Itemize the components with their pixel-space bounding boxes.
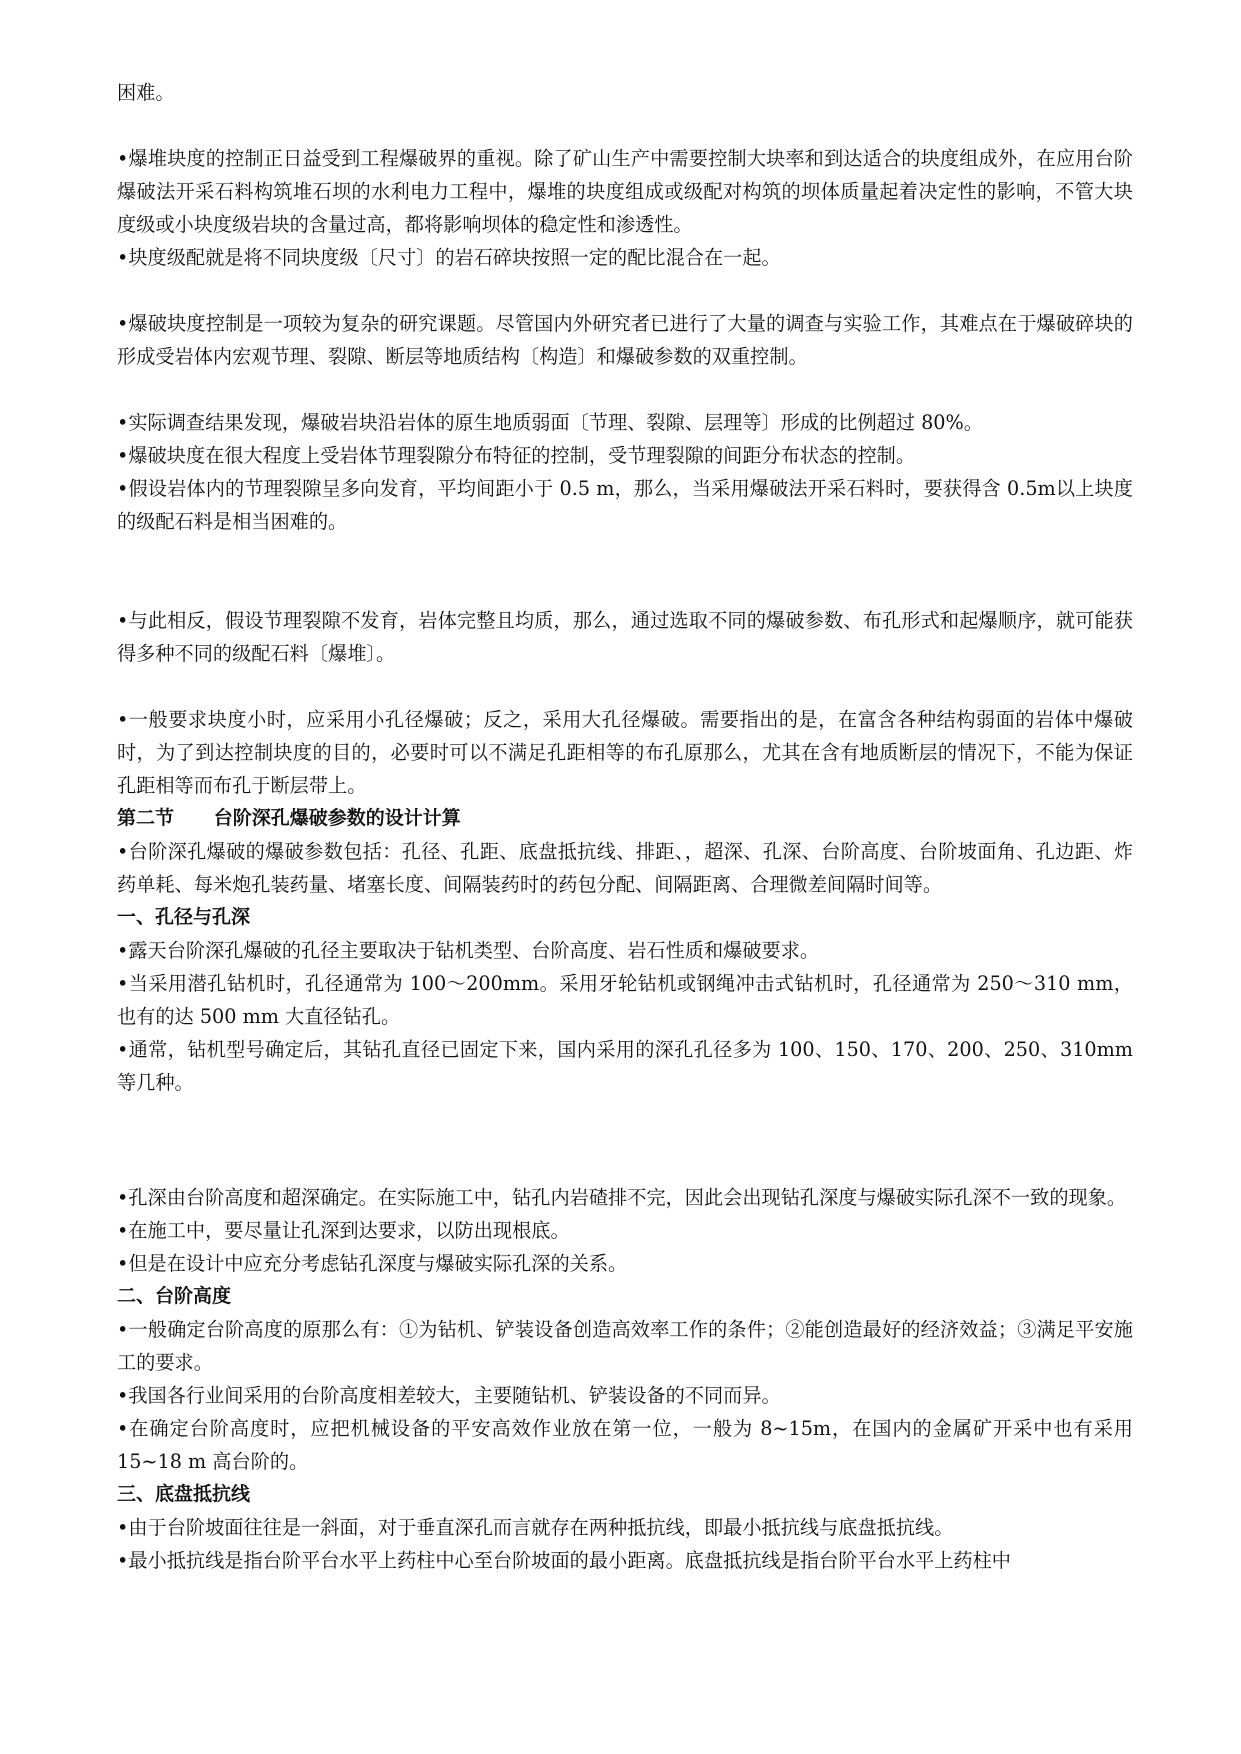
paragraph: •一般要求块度小时，应采用小孔径爆破；反之，采用大孔径爆破。需要指出的是，在富含各种结构弱面的岩体中爆破时，为了到达控制块度的目的，必要时可以不满足孔距相等的布孔原那么，尤其在含有地质断层的情况下，不能为保证孔距相等而布孔于断层带上。	[117, 708, 1133, 797]
subsection-heading: 二、台阶高度	[117, 1285, 232, 1307]
paragraph: •实际调查结果发现，爆破岩块沿岩体的原生地质弱面〔节理、裂隙、层理等〕形成的比例超过 80%。	[117, 411, 983, 434]
spacer	[117, 1165, 1133, 1181]
paragraph: •由于台阶坡面往往是一斜面，对于垂直深孔而言就存在两种抵抗线，即最小抵抗线与底盘抵抗线。	[117, 1516, 954, 1539]
paragraph: •爆堆块度的控制正日益受到工程爆破界的重视。除了矿山生产中需要控制大块率和到达适合的块度组成外，在应用台阶爆破法开采石料构筑堆石坝的水利电力工程中，爆堆的块度组成或级配对构筑的坝体质量起着决定性的影响，不管大块度级或小块度级岩块的含量过高，都将影响坝体的稳定性和渗透性。	[117, 147, 1133, 236]
paragraph: •在确定台阶高度时，应把机械设备的平安高效作业放在第一位，一般为 8~15m，在国内的金属矿开采中也有采用 15~18 m 高台阶的。	[117, 1417, 1133, 1473]
paragraph: •爆破块度控制是一项较为复杂的研究课题。尽管国内外研究者已进行了大量的调查与实验工作，其难点在于爆破碎块的形成受岩体内宏观节理、裂隙、断层等地质结构〔构造〕和爆破参数的双重控制。	[117, 312, 1133, 368]
paragraph: •当采用潜孔钻机时，孔径通常为 100～200mm。采用牙轮钻机或钢绳冲击式钻机时，孔径通常为 250～310 mm，也有的达 500 mm 大直径钻孔。	[117, 972, 1133, 1028]
paragraph: •最小抵抗线是指台阶平台水平上药柱中心至台阶坡面的最小距离。底盘抵抗线是指台阶平台水平上药柱中	[117, 1549, 1011, 1572]
spacer	[117, 1099, 1133, 1165]
paragraph: •孔深由台阶高度和超深确定。在实际施工中，钻孔内岩碴排不完，因此会出现钻孔深度与爆破实际孔深不一致的现象。	[117, 1186, 1127, 1209]
paragraph: •块度级配就是将不同块度级〔尺寸〕的岩石碎块按照一定的配比混合在一起。	[117, 246, 781, 269]
paragraph: •一般确定台阶高度的原那么有：①为钻机、铲装设备创造高效率工作的条件；②能创造最好的经济效益；③满足平安施工的要求。	[117, 1318, 1133, 1374]
paragraph: •但是在设计中应充分考虑钻孔深度与爆破实际孔深的关系。	[117, 1252, 628, 1275]
paragraph: •与此相反，假设节理裂隙不发育，岩体完整且均质，那么，通过选取不同的爆破参数、布孔形式和起爆顺序，就可能获得多种不同的级配石料〔爆堆〕。	[117, 609, 1133, 665]
subsection-heading: 三、底盘抵抗线	[117, 1483, 251, 1505]
paragraph: •我国各行业间采用的台阶高度相差较大，主要随钻机、铲装设备的不同而异。	[117, 1384, 781, 1407]
paragraph: •通常，钻机型号确定后，其钻孔直径已固定下来，国内采用的深孔孔径多为 100、150、170、200、250、310mm 等几种。	[117, 1038, 1133, 1094]
spacer	[117, 274, 1133, 307]
paragraph: •爆破块度在很大程度上受岩体节理裂隙分布特征的控制，受节理裂隙的间距分布状态的控制。	[117, 444, 916, 467]
paragraph: 困难。	[117, 81, 175, 104]
paragraph: •台阶深孔爆破的爆破参数包括：孔径、孔距、底盘抵抗线、排距、，超深、孔深、台阶高度、台阶坡面角、孔边距、炸药单耗、每米炮孔装药量、堵塞长度、间隔装药时的药包分配、间隔距离、合理微差间隔时间等。	[117, 840, 1133, 896]
subsection-heading: 一、孔径与孔深	[117, 906, 251, 928]
spacer	[117, 670, 1133, 703]
spacer	[117, 373, 1133, 406]
paragraph: •假设岩体内的节理裂隙呈多向发育，平均间距小于 0.5 m，那么，当采用爆破法开采石料时，要获得含 0.5m以上块度的级配石料是相当困难的。	[117, 477, 1133, 533]
section-heading: 第二节 台阶深孔爆破参数的设计计算	[117, 807, 461, 829]
paragraph: •露天台阶深孔爆破的孔径主要取决于钻机类型、台阶高度、岩石性质和爆破要求。	[117, 939, 820, 962]
document-page	[117, 76, 1133, 1577]
spacer	[117, 109, 1133, 142]
paragraph: •在施工中，要尽量让孔深到达要求，以防出现根底。	[117, 1219, 570, 1242]
spacer	[117, 538, 1133, 604]
